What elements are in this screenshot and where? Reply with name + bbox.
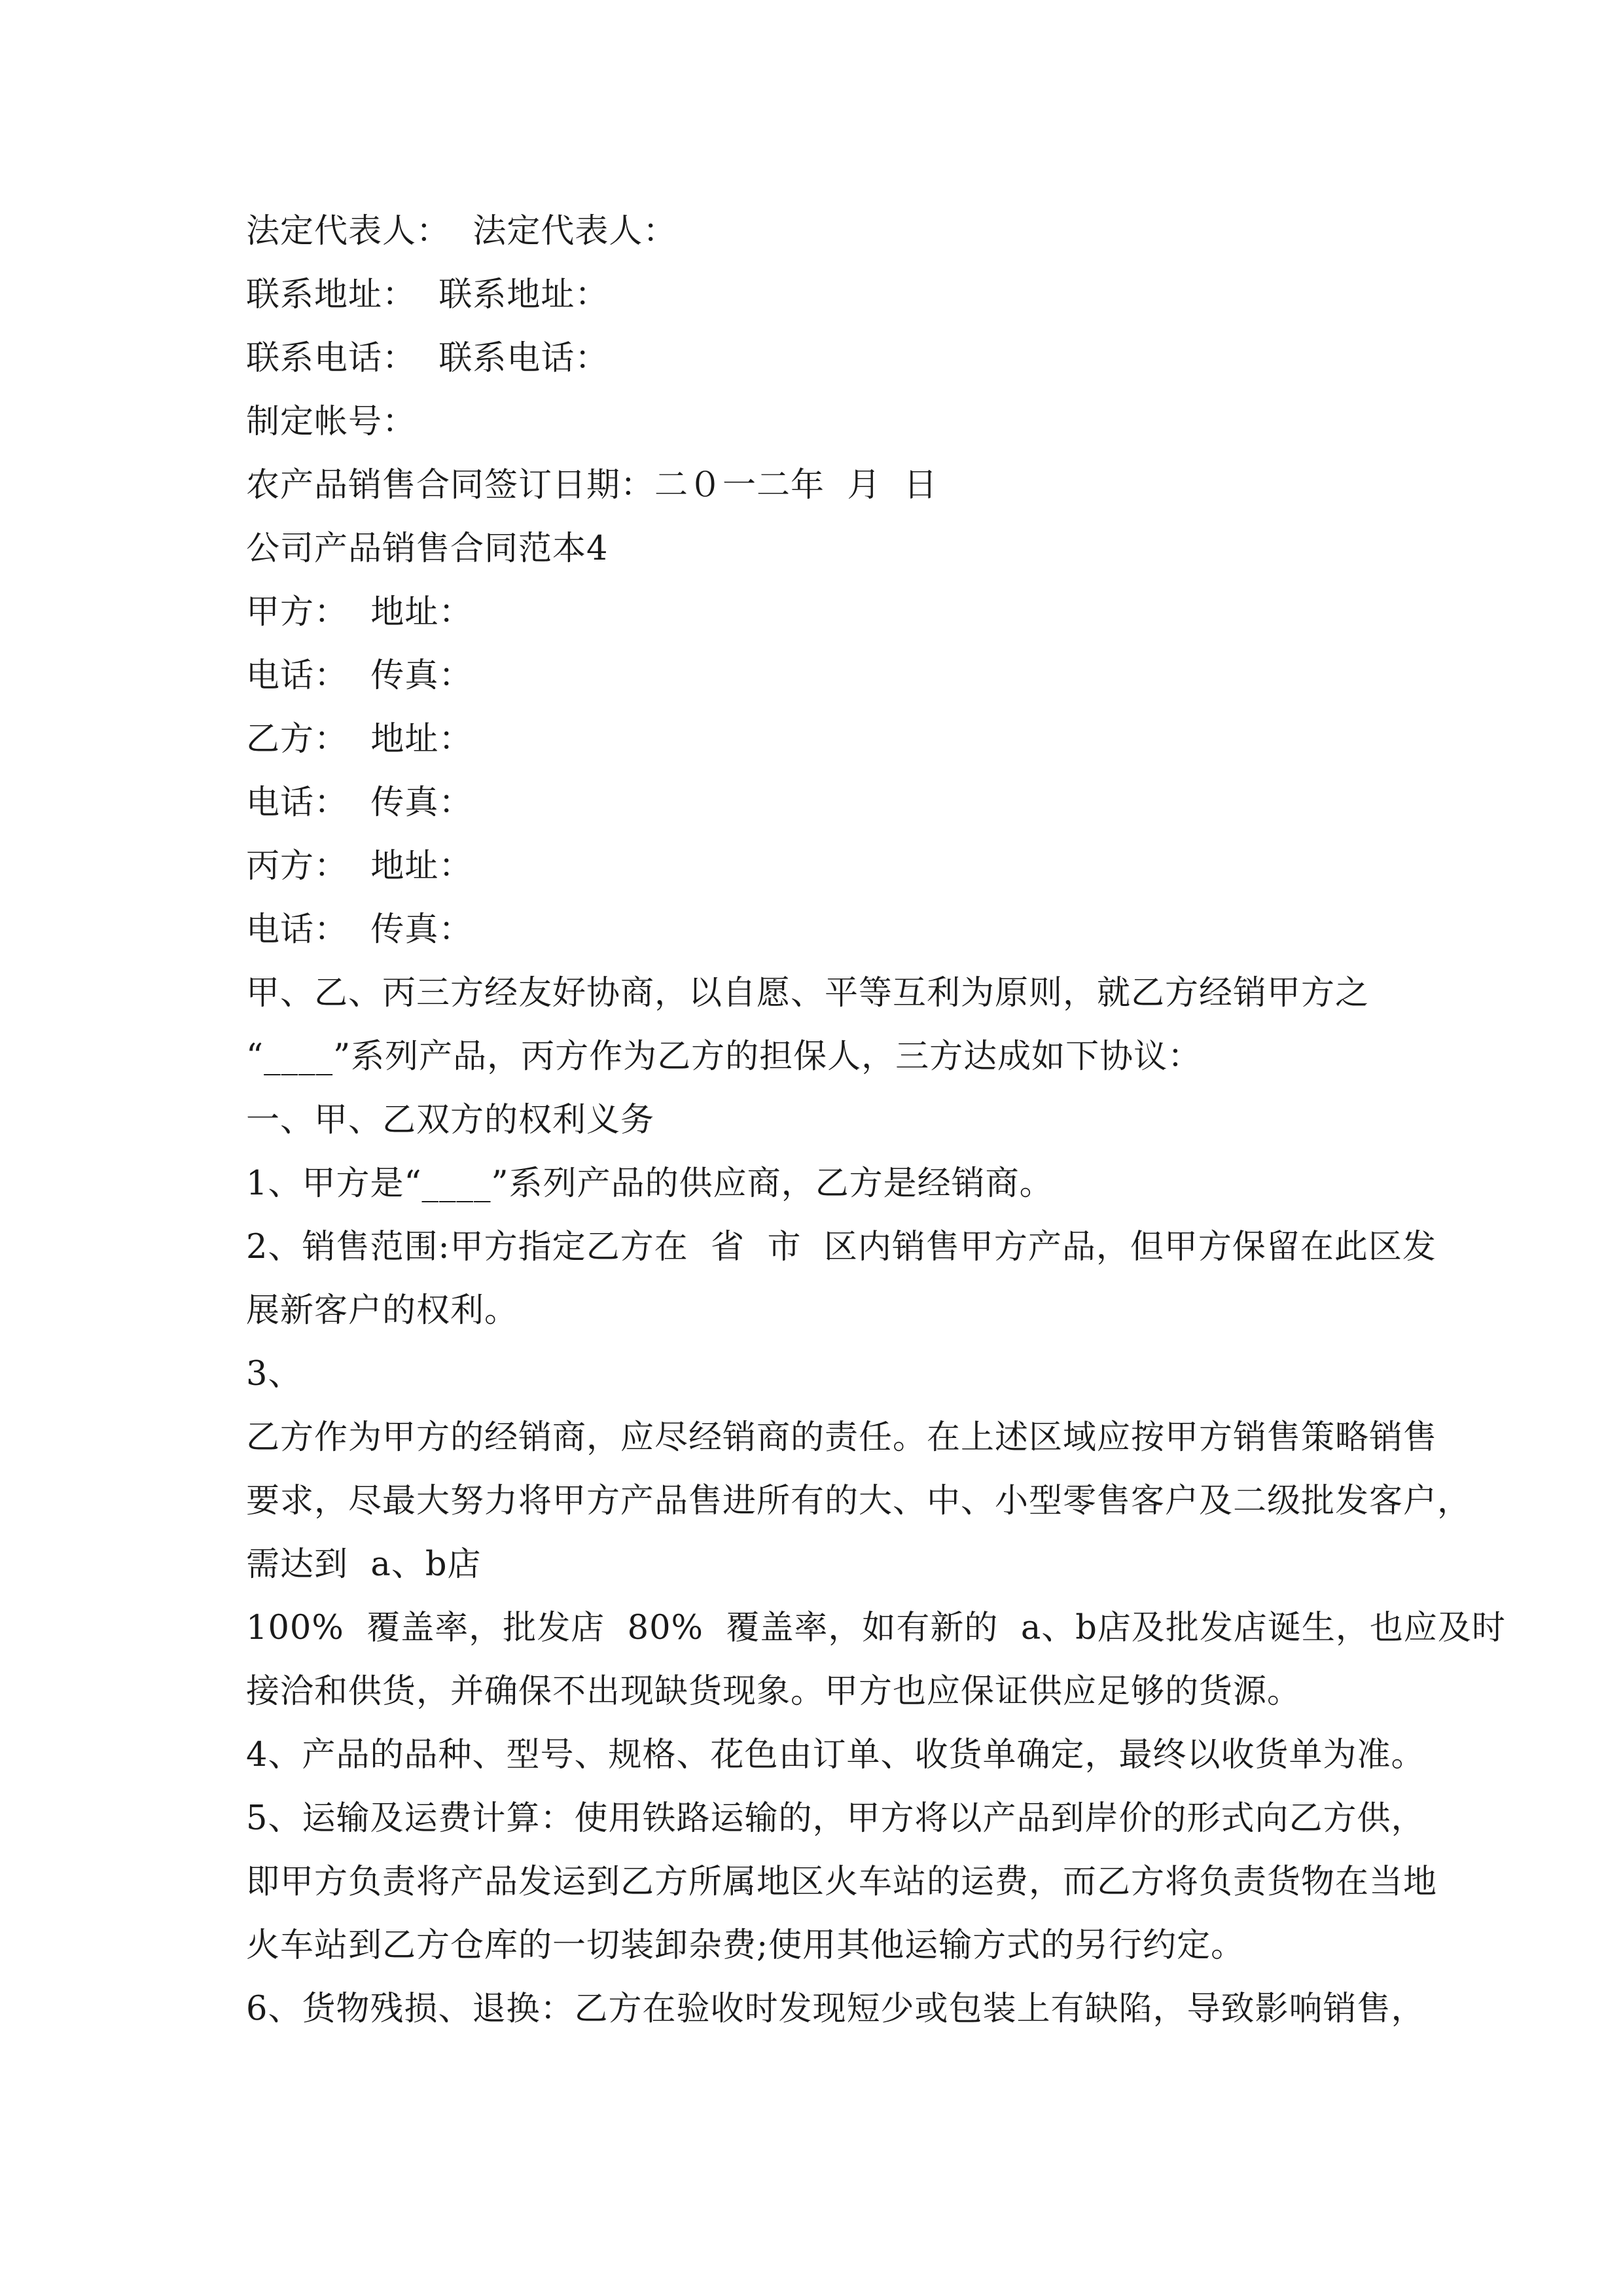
section-heading-rights-obligations: 一、甲、乙双方的权利义务 xyxy=(246,1101,655,1139)
text-line-party-c-address: 丙方： 地址： xyxy=(246,847,473,886)
text-line-contact-address: 联系地址： 联系地址： xyxy=(246,276,609,314)
clause-3-line-3: 需达到 a、b店 xyxy=(246,1545,482,1584)
clause-3-line-4: 100% 覆盖率，批发店 80% 覆盖率，如有新的 a、b店及批发店诞生，也应及时 xyxy=(246,1609,1506,1647)
clause-3-line-5: 接洽和供货，并确保不出现缺货现象。甲方也应保证供应足够的货源。 xyxy=(246,1672,1302,1711)
text-line-party-b-phone-fax: 电话： 传真： xyxy=(246,783,473,822)
text-line-party-a-address: 甲方： 地址： xyxy=(246,593,473,632)
clause-3-number: 3、 xyxy=(246,1355,302,1393)
text-line-party-b-address: 乙方： 地址： xyxy=(246,720,473,759)
text-line-contact-phone: 联系电话： 联系电话： xyxy=(246,339,609,378)
clause-1: 1、甲方是“____”系列产品的供应商，乙方是经销商。 xyxy=(246,1164,1054,1203)
section-heading-contract-template-4: 公司产品销售合同范本4 xyxy=(246,529,609,568)
clause-6-line-1: 6、货物残损、退换：乙方在验收时发现短少或包装上有缺陷，导致影响销售， xyxy=(246,1990,1425,2028)
clause-2-line-1: 2、销售范围:甲方指定乙方在 省 市 区内销售甲方产品，但甲方保留在此区发 xyxy=(246,1228,1436,1266)
paragraph-preamble-line-2: “____”系列产品，丙方作为乙方的担保人，三方达成如下协议： xyxy=(246,1037,1202,1076)
text-line-party-a-phone-fax: 电话： 传真： xyxy=(246,656,473,695)
clause-3-line-1: 乙方作为甲方的经销商，应尽经销商的责任。在上述区域应按甲方销售策略销售 xyxy=(246,1418,1438,1457)
text-line-account-number: 制定帐号： xyxy=(246,403,417,441)
document-body xyxy=(246,200,1506,2041)
clause-5-line-2: 即甲方负责将产品发运到乙方所属地区火车站的运费，而乙方将负责货物在当地 xyxy=(246,1863,1438,1901)
clause-5-line-3: 火车站到乙方仓库的一切装卸杂费;使用其他运输方式的另行约定。 xyxy=(246,1926,1245,1965)
clause-5-line-1: 5、运输及运费计算：使用铁路运输的，甲方将以产品到岸价的形式向乙方供， xyxy=(246,1799,1425,1838)
text-line-signing-date: 农产品销售合同签订日期：二０一二年 月 日 xyxy=(246,466,938,505)
paragraph-preamble-line-1: 甲、乙、丙三方经友好协商，以自愿、平等互利为原则，就乙方经销甲方之 xyxy=(246,974,1370,1013)
clause-2-line-2: 展新客户的权利。 xyxy=(246,1291,519,1330)
text-line-party-c-phone-fax: 电话： 传真： xyxy=(246,910,473,949)
clause-3-line-2: 要求，尽最大努力将甲方产品售进所有的大、中、小型零售客户及二级批发客户， xyxy=(246,1482,1472,1520)
text-line-legal-representative: 法定代表人： 法定代表人： xyxy=(246,212,677,251)
clause-4: 4、产品的品种、型号、规格、花色由订单、收货单确定，最终以收货单为准。 xyxy=(246,1736,1425,1774)
